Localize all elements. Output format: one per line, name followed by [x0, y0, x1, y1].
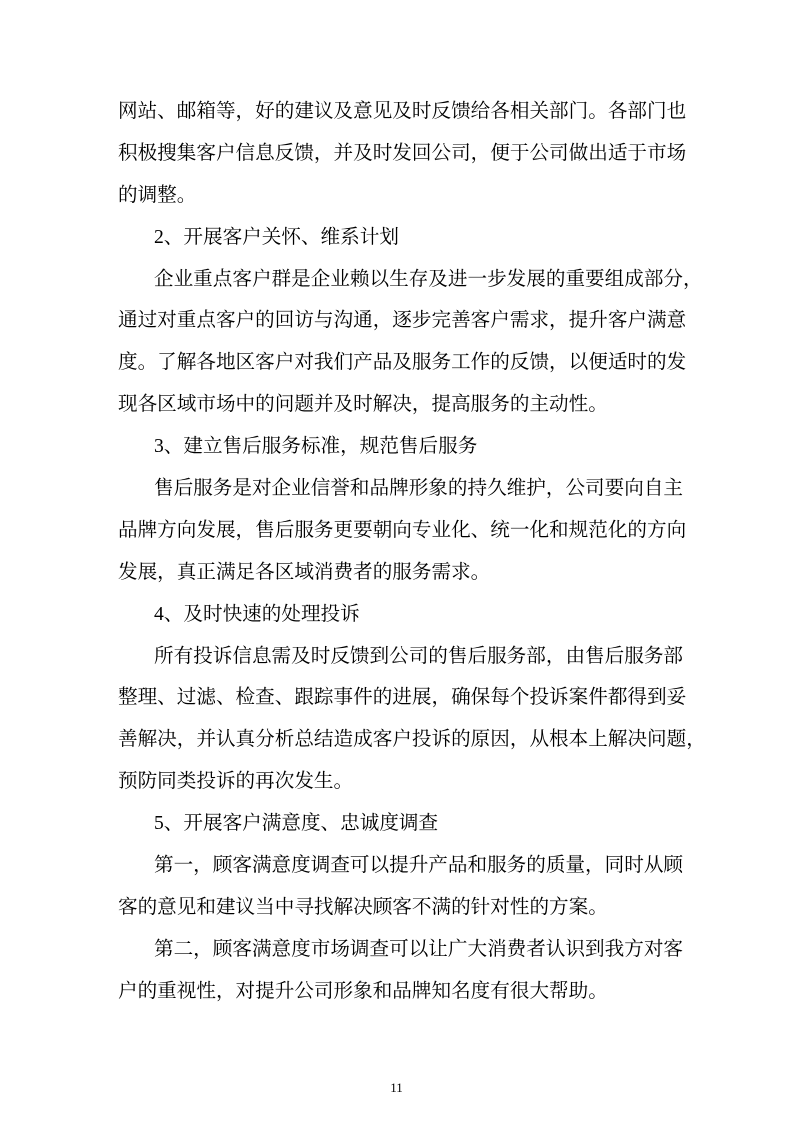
- text-line: 的调整。: [118, 184, 197, 206]
- text-line: 整理、过滤、检查、跟踪事件的进展，确保每个投诉案件都得到妥: [118, 687, 687, 709]
- text-line: 第一，顾客满意度调查可以提升产品和服务的质量，同时从顾: [154, 855, 684, 877]
- text-line: 积极搜集客户信息反馈，并及时发回公司，便于公司做出适于市场: [118, 142, 687, 164]
- page-number: 11: [390, 1080, 403, 1095]
- text-line: 发展，真正满足各区域消费者的服务需求。: [118, 561, 491, 583]
- text-line: 售后服务是对企业信誉和品牌形象的持久维护，公司要向自主: [154, 478, 684, 500]
- text-line: 5、开展客户满意度、忠诚度调查: [154, 813, 439, 835]
- text-line: 度。了解各地区客户对我们产品及服务工作的反馈，以便适时的发: [118, 352, 687, 374]
- text-line: 2、开展客户关怀、维系计划: [154, 226, 399, 248]
- text-line: 第二，顾客满意度市场调查可以让广大消费者认识到我方对客: [154, 938, 684, 960]
- document-body: [118, 91, 706, 1013]
- text-line: 善解决，并认真分析总结造成客户投诉的原因，从根本上解决问题，: [118, 729, 706, 751]
- text-line: 3、建立售后服务标准，规范售后服务: [154, 436, 478, 458]
- text-line: 网站、邮箱等，好的建议及意见及时反馈给各相关部门。各部门也: [118, 101, 687, 122]
- text-line: 通过对重点客户的回访与沟通，逐步完善客户需求，提升客户满意: [118, 310, 687, 332]
- text-line: 客的意见和建议当中寻找解决顾客不满的针对性的方案。: [118, 896, 608, 918]
- text-line: 企业重点客户群是企业赖以生存及进一步发展的重要组成部分，: [154, 268, 703, 290]
- text-line: 预防同类投诉的再次发生。: [118, 771, 354, 793]
- text-line: 品牌方向发展，售后服务更要朝向专业化、统一化和规范化的方向: [118, 519, 687, 541]
- text-line: 所有投诉信息需及时反馈到公司的售后服务部，由售后服务部: [154, 645, 684, 667]
- text-line: 户的重视性，对提升公司形象和品牌知名度有很大帮助。: [118, 980, 608, 1002]
- text-line: 现各区域市场中的问题并及时解决，提高服务的主动性。: [118, 394, 608, 416]
- text-line: 4、及时快速的处理投诉: [154, 603, 360, 625]
